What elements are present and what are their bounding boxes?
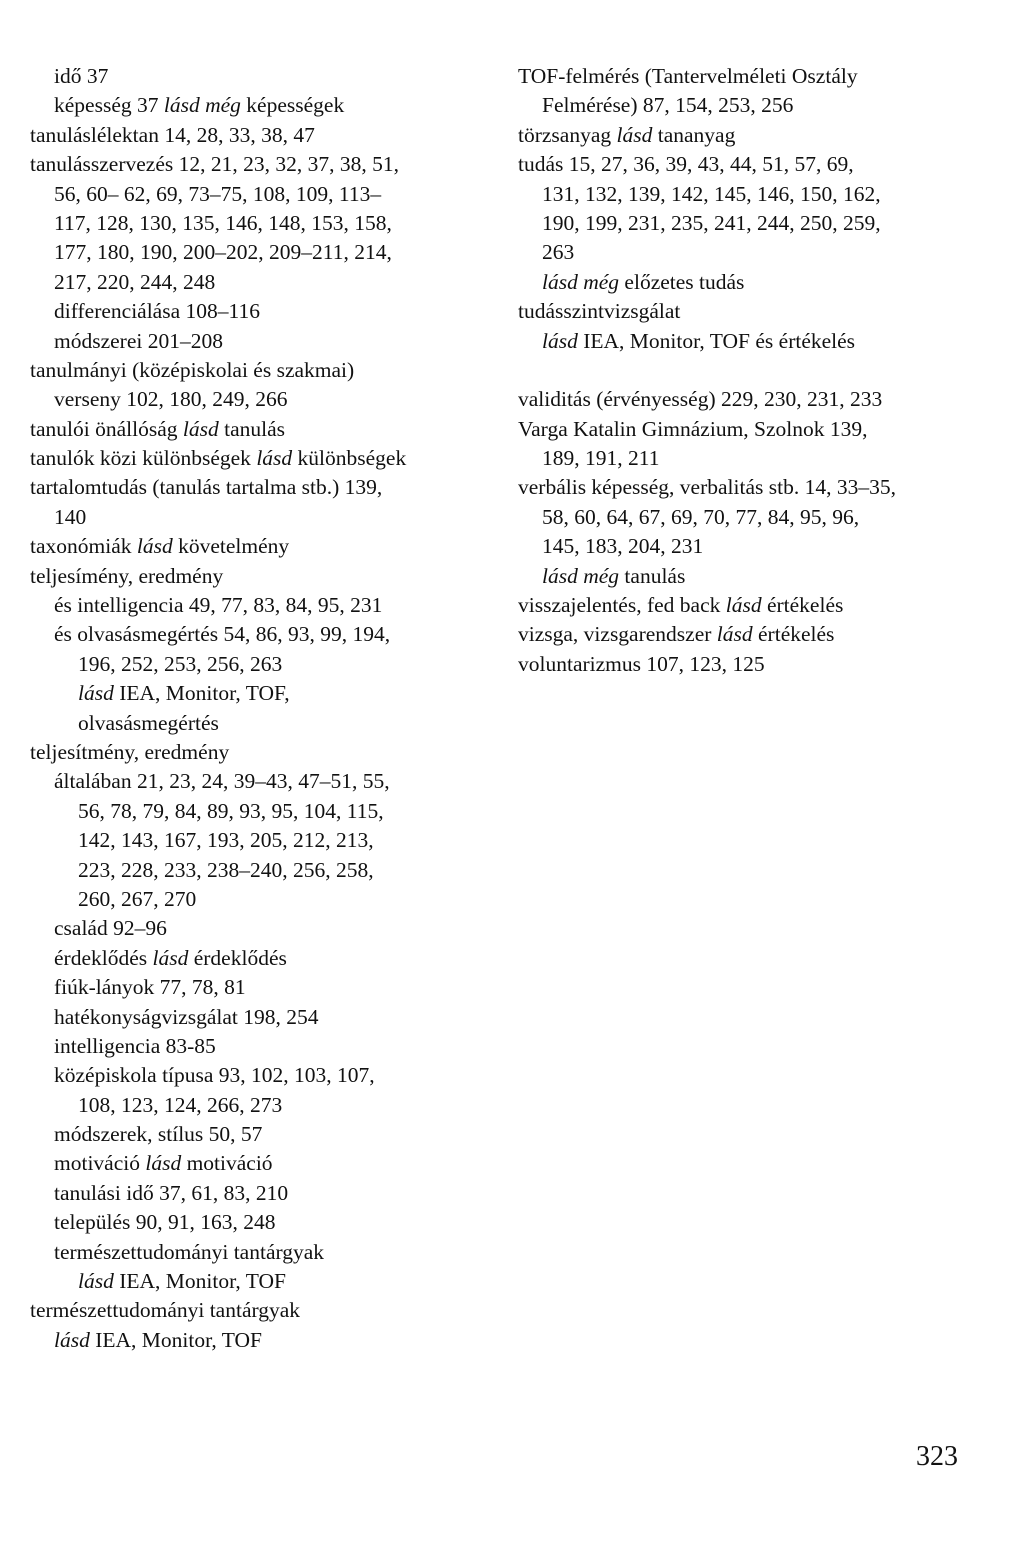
index-text: 131, 132, 139, 142, 145, 146, 150, 162, (542, 181, 881, 206)
index-text: 217, 220, 244, 248 (54, 269, 216, 294)
index-subline (30, 1208, 500, 1237)
index-entry (518, 620, 998, 649)
index-subline (30, 1326, 500, 1355)
index-text: TOF-felmérés (Tantervelméleti Osztály (518, 64, 858, 88)
index-entry (30, 415, 500, 444)
index-text: 196, 252, 253, 256, 263 (78, 651, 283, 676)
index-subline (518, 238, 998, 267)
index-text: tanulói önállóság (30, 416, 183, 441)
index-subline (30, 209, 500, 238)
index-text: előzetes tudás (619, 269, 745, 294)
index-text: tanulmányi (középiskolai és szakmai) (30, 357, 355, 382)
index-subline (30, 62, 500, 91)
index-text: tudás 15, 27, 36, 39, 43, 44, 51, 57, 69, (518, 152, 854, 177)
index-text: verseny 102, 180, 249, 266 (54, 387, 288, 412)
index-text: értékelés (752, 622, 835, 647)
index-text: érdeklődés (188, 945, 287, 970)
index-text: idő 37 (54, 64, 109, 88)
cross-reference-marker: lásd (78, 1269, 114, 1294)
index-text: intelligencia 83-85 (54, 1033, 216, 1058)
index-subline (518, 180, 998, 209)
index-subline (30, 238, 500, 267)
index-text: középiskola típusa 93, 102, 103, 107, (54, 1063, 375, 1088)
index-subline (518, 562, 998, 591)
index-subline (30, 591, 500, 620)
index-subline (30, 503, 500, 532)
index-text: fiúk-lányok 77, 78, 81 (54, 975, 246, 1000)
index-text: 142, 143, 167, 193, 205, 212, 213, (78, 828, 374, 853)
index-text: validitás (érvényesség) 229, 230, 231, 233 (518, 387, 883, 412)
index-text: 145, 183, 204, 231 (542, 534, 704, 559)
index-text: hatékonyságvizsgálat 198, 254 (54, 1004, 319, 1029)
index-entry (30, 444, 500, 473)
index-subline (30, 1091, 500, 1120)
index-text: módszerei 201–208 (54, 328, 223, 353)
index-text: általában 21, 23, 24, 39–43, 47–51, 55, (54, 769, 390, 794)
index-text: értékelés (761, 593, 844, 618)
index-subline (30, 1003, 500, 1032)
index-subline (30, 1120, 500, 1149)
index-entry (30, 738, 500, 767)
index-entry (518, 473, 998, 502)
index-subline (518, 503, 998, 532)
index-subline (30, 297, 500, 326)
index-subline (30, 91, 500, 120)
index-entry (30, 473, 500, 502)
index-subline (518, 91, 998, 120)
index-text: voluntarizmus 107, 123, 125 (518, 651, 765, 676)
index-text: verbális képesség, verbalitás stb. 14, 33–35, (518, 475, 896, 500)
cross-reference-marker: lásd (542, 328, 578, 353)
index-subline (30, 1238, 500, 1267)
index-subline (30, 885, 500, 914)
cross-reference-marker: lásd (145, 1151, 182, 1176)
index-text: képesség 37 (54, 93, 164, 118)
index-text: tanulás (619, 563, 686, 588)
cross-reference-marker: lásd (616, 122, 653, 147)
index-subline (30, 620, 500, 649)
index-entry (518, 591, 998, 620)
index-entry (518, 297, 998, 326)
index-text: differenciálása 108–116 (54, 299, 260, 324)
index-subline (30, 1267, 500, 1296)
index-subline (518, 268, 998, 297)
index-text: és olvasásmegértés 54, 86, 93, 99, 194, (54, 622, 391, 647)
index-subline (518, 327, 998, 356)
index-entry (518, 650, 998, 679)
index-subline (30, 1032, 500, 1061)
index-entry (30, 562, 500, 591)
cross-reference-marker: lásd (136, 534, 173, 559)
index-entry (30, 150, 500, 179)
index-subline (30, 679, 500, 708)
index-text: teljesímény, eredmény (30, 563, 224, 588)
index-text: 189, 191, 211 (542, 446, 660, 471)
index-subline (30, 1149, 500, 1178)
index-entry (30, 1296, 500, 1325)
index-text: IEA, Monitor, TOF, (113, 681, 290, 706)
index-subline (30, 767, 500, 796)
index-text: IEA, Monitor, TOF (113, 1269, 286, 1294)
index-text: 177, 180, 190, 200–202, 209–211, 214, (54, 240, 392, 265)
index-text: törzsanyag (518, 122, 617, 147)
index-text: tanulási idő 37, 61, 83, 210 (54, 1180, 289, 1205)
cross-reference-marker: lásd még (542, 563, 620, 588)
cross-reference-marker: lásd (78, 681, 114, 706)
index-text: tanulás (218, 416, 285, 441)
index-text: visszajelentés, fed back (518, 593, 726, 618)
index-subline (30, 385, 500, 414)
index-entry (518, 62, 998, 91)
index-text: természettudományi tantárgyak (54, 1239, 325, 1264)
index-text: motiváció (181, 1151, 273, 1176)
index-text: 56, 78, 79, 84, 89, 93, 95, 104, 115, (78, 798, 384, 823)
index-text: és intelligencia 49, 77, 83, 84, 95, 231 (54, 593, 383, 618)
index-entry (30, 532, 500, 561)
index-text: 140 (54, 504, 87, 529)
index-subline (30, 709, 500, 738)
index-text: IEA, Monitor, TOF és értékelés (577, 328, 856, 353)
index-subline (30, 1179, 500, 1208)
index-subline (30, 650, 500, 679)
index-text: érdeklődés (54, 945, 153, 970)
index-text: 190, 199, 231, 235, 241, 244, 250, 259, (542, 210, 881, 235)
index-entry (30, 356, 500, 385)
index-text: módszerek, stílus 50, 57 (54, 1122, 263, 1147)
index-text: 117, 128, 130, 135, 146, 148, 153, 158, (54, 210, 392, 235)
index-column-right (518, 62, 998, 679)
index-text: 263 (542, 240, 575, 265)
index-subline (30, 914, 500, 943)
index-text: 56, 60– 62, 69, 73–75, 108, 109, 113– (54, 181, 382, 206)
index-subline (30, 180, 500, 209)
index-subline (30, 268, 500, 297)
index-subline (30, 973, 500, 1002)
index-text: taxonómiák (30, 534, 137, 559)
index-subline (30, 856, 500, 885)
index-text: motiváció (54, 1151, 146, 1176)
index-text: tanulók közi különbségek (30, 446, 257, 471)
index-text: különbségek (292, 446, 407, 471)
index-subline (518, 532, 998, 561)
index-entry (518, 385, 998, 414)
cross-reference-marker: lásd még (163, 93, 241, 118)
index-subline (518, 444, 998, 473)
index-text: 58, 60, 64, 67, 69, 70, 77, 84, 95, 96, (542, 504, 860, 529)
cross-reference-marker: lásd még (542, 269, 620, 294)
index-text: 108, 123, 124, 266, 273 (78, 1092, 283, 1117)
index-column-left (30, 62, 500, 1355)
index-text: teljesítmény, eredmény (30, 739, 230, 764)
index-subline (30, 797, 500, 826)
index-entry (518, 415, 998, 444)
page-number: 323 (916, 1441, 958, 1472)
index-entry (30, 121, 500, 150)
cross-reference-marker: lásd (716, 622, 753, 647)
index-subline (30, 1061, 500, 1090)
index-text: Varga Katalin Gimnázium, Szolnok 139, (518, 416, 868, 441)
index-text: 223, 228, 233, 238–240, 256, 258, (78, 857, 374, 882)
index-text: tudásszintvizsgálat (518, 299, 681, 324)
cross-reference-marker: lásd (256, 446, 293, 471)
index-text: olvasásmegértés (78, 710, 219, 735)
cross-reference-marker: lásd (725, 593, 762, 618)
index-text: tanuláslélektan 14, 28, 33, 38, 47 (30, 122, 315, 147)
index-text: vizsga, vizsgarendszer (518, 622, 717, 647)
index-subline (30, 944, 500, 973)
cross-reference-marker: lásd (152, 945, 189, 970)
cross-reference-marker: lásd (182, 416, 219, 441)
index-entry (518, 121, 998, 150)
index-text: tananyag (652, 122, 736, 147)
index-text: család 92–96 (54, 916, 167, 941)
blank-line (518, 356, 998, 385)
index-subline (518, 209, 998, 238)
index-text: tartalomtudás (tanulás tartalma stb.) 139, (30, 475, 383, 500)
index-text: Felmérése) 87, 154, 253, 256 (542, 93, 794, 118)
index-entry (518, 150, 998, 179)
index-text: követelmény (172, 534, 290, 559)
index-text: 260, 267, 270 (78, 886, 197, 911)
index-text: képességek (240, 93, 345, 118)
cross-reference-marker: lásd (54, 1327, 90, 1352)
index-subline (30, 826, 500, 855)
index-text: tanulásszervezés 12, 21, 23, 32, 37, 38, 51, (30, 152, 400, 177)
index-text: település 90, 91, 163, 248 (54, 1210, 276, 1235)
index-text: IEA, Monitor, TOF (89, 1327, 262, 1352)
index-subline (30, 327, 500, 356)
index-text: természettudományi tantárgyak (30, 1298, 301, 1323)
